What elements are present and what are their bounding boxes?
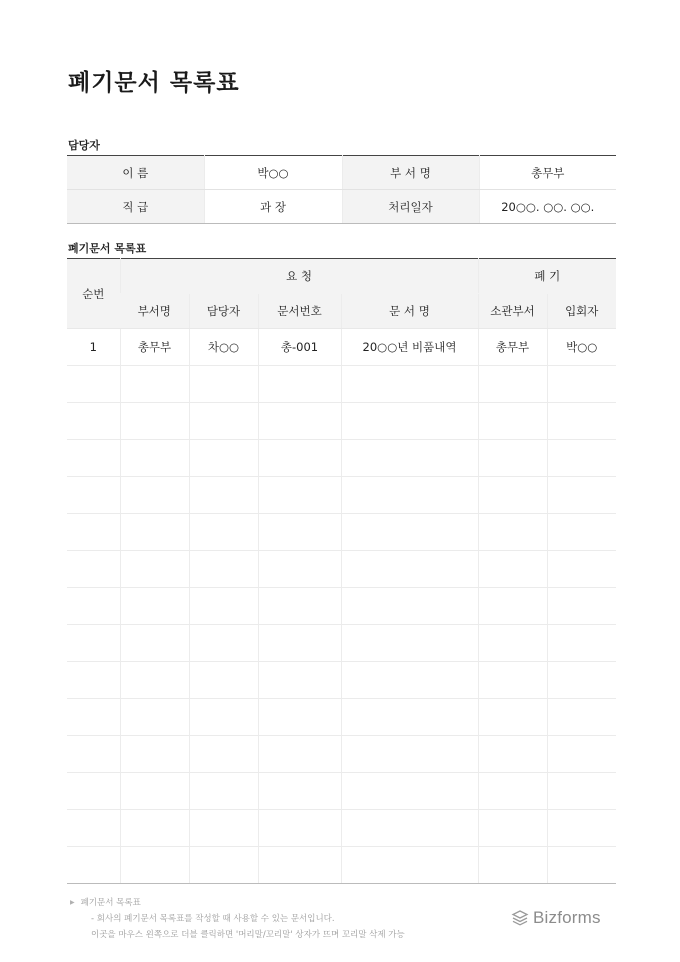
table-cell[interactable]	[189, 662, 258, 699]
table-cell[interactable]	[120, 514, 189, 551]
table-cell[interactable]	[67, 773, 120, 810]
table-cell[interactable]	[547, 440, 616, 477]
table-cell[interactable]	[547, 810, 616, 847]
table-cell[interactable]	[120, 699, 189, 736]
table-cell[interactable]	[258, 477, 341, 514]
table-cell[interactable]	[478, 662, 547, 699]
table-cell[interactable]: 20○○년 비품내역	[341, 329, 478, 366]
table-cell[interactable]	[478, 551, 547, 588]
table-cell[interactable]	[478, 514, 547, 551]
table-cell[interactable]	[258, 440, 341, 477]
field-value[interactable]: 박○○	[204, 156, 342, 190]
table-row	[67, 773, 616, 810]
table-cell[interactable]: 박○○	[547, 329, 616, 366]
field-label: 부 서 명	[342, 156, 479, 190]
table-cell[interactable]	[478, 625, 547, 662]
table-cell[interactable]	[67, 551, 120, 588]
field-value[interactable]: 과 장	[204, 190, 342, 224]
footer-note[interactable]	[70, 895, 405, 943]
table-cell[interactable]	[189, 477, 258, 514]
field-label: 직 급	[67, 190, 204, 224]
table-cell[interactable]	[341, 810, 478, 847]
table-cell[interactable]	[120, 403, 189, 440]
layers-icon	[511, 909, 529, 927]
header-request: 요 청	[120, 259, 478, 294]
table-cell[interactable]	[547, 403, 616, 440]
table-cell[interactable]	[258, 551, 341, 588]
table-cell[interactable]	[258, 514, 341, 551]
header-row-group	[67, 259, 616, 294]
table-cell[interactable]	[258, 403, 341, 440]
table-cell[interactable]	[258, 736, 341, 773]
table-cell[interactable]	[341, 440, 478, 477]
table-cell[interactable]	[341, 847, 478, 884]
table-cell[interactable]	[258, 588, 341, 625]
table-cell[interactable]	[120, 366, 189, 403]
table-cell[interactable]	[547, 625, 616, 662]
field-value[interactable]: 총무부	[479, 156, 616, 190]
table-cell[interactable]	[67, 847, 120, 884]
header-seq: 순번	[67, 259, 120, 329]
table-cell[interactable]	[120, 847, 189, 884]
table-cell[interactable]	[189, 403, 258, 440]
manager-section-label: 담당자	[68, 139, 100, 152]
table-cell[interactable]	[189, 514, 258, 551]
table-row	[67, 477, 616, 514]
manager-row	[67, 190, 616, 224]
table-cell[interactable]	[67, 440, 120, 477]
list-section-label: 폐기문서 목록표	[68, 242, 147, 255]
table-cell[interactable]	[189, 440, 258, 477]
table-cell[interactable]	[547, 736, 616, 773]
table-cell[interactable]	[67, 514, 120, 551]
table-cell[interactable]	[120, 477, 189, 514]
table-cell[interactable]	[189, 773, 258, 810]
table-cell[interactable]	[478, 440, 547, 477]
table-row	[67, 810, 616, 847]
table-cell[interactable]	[189, 366, 258, 403]
table-cell[interactable]	[67, 662, 120, 699]
table-row	[67, 662, 616, 699]
triangle-bullet-icon: ▶	[70, 899, 75, 906]
table-row	[67, 440, 616, 477]
table-row	[67, 551, 616, 588]
field-label: 처리일자	[342, 190, 479, 224]
table-row	[67, 847, 616, 884]
table-row	[67, 736, 616, 773]
header-witness: 입회자	[547, 294, 616, 329]
table-cell[interactable]	[478, 736, 547, 773]
table-cell[interactable]	[478, 847, 547, 884]
table-cell[interactable]	[341, 551, 478, 588]
table-cell[interactable]	[120, 551, 189, 588]
table-cell[interactable]	[341, 366, 478, 403]
header-dept: 부서명	[120, 294, 189, 329]
table-cell[interactable]	[547, 847, 616, 884]
table-cell[interactable]	[189, 847, 258, 884]
footer-desc: - 회사의 폐기문서 목록표를 작성할 때 사용할 수 있는 문서입니다.	[91, 914, 335, 924]
table-cell[interactable]	[341, 588, 478, 625]
table-cell[interactable]	[478, 588, 547, 625]
table-cell[interactable]	[120, 662, 189, 699]
table-cell[interactable]	[67, 477, 120, 514]
table-row	[67, 366, 616, 403]
table-cell[interactable]	[341, 625, 478, 662]
table-cell[interactable]	[341, 736, 478, 773]
table-cell[interactable]	[341, 662, 478, 699]
table-cell[interactable]	[478, 366, 547, 403]
table-row	[67, 625, 616, 662]
table-cell[interactable]	[478, 699, 547, 736]
table-cell[interactable]: 총무부	[478, 329, 547, 366]
table-cell[interactable]	[67, 736, 120, 773]
table-cell[interactable]	[67, 366, 120, 403]
table-cell[interactable]	[547, 588, 616, 625]
table-cell[interactable]: 총무부	[120, 329, 189, 366]
table-cell[interactable]	[120, 810, 189, 847]
table-cell[interactable]	[67, 588, 120, 625]
header-row-columns	[67, 294, 616, 329]
bizforms-logo	[511, 908, 601, 928]
table-cell[interactable]	[120, 736, 189, 773]
table-cell[interactable]	[478, 403, 547, 440]
table-cell[interactable]	[547, 699, 616, 736]
table-row	[67, 403, 616, 440]
table-cell[interactable]	[547, 514, 616, 551]
table-cell[interactable]	[547, 366, 616, 403]
table-cell[interactable]: 1	[67, 329, 120, 366]
table-row	[67, 588, 616, 625]
table-cell[interactable]	[258, 699, 341, 736]
table-cell[interactable]	[341, 403, 478, 440]
table-cell[interactable]	[189, 736, 258, 773]
disposal-list-table	[67, 258, 616, 884]
table-cell[interactable]	[258, 366, 341, 403]
table-cell[interactable]	[189, 810, 258, 847]
table-cell[interactable]: 총-001	[258, 329, 341, 366]
table-cell[interactable]	[67, 699, 120, 736]
table-cell[interactable]	[341, 477, 478, 514]
table-cell[interactable]	[258, 847, 341, 884]
table-cell[interactable]	[478, 477, 547, 514]
brand-name: Bizforms	[533, 908, 601, 927]
field-label: 이 름	[67, 156, 204, 190]
table-cell[interactable]	[120, 440, 189, 477]
table-cell[interactable]	[547, 662, 616, 699]
table-cell[interactable]	[547, 477, 616, 514]
manager-table	[67, 155, 616, 224]
header-doc-name: 문 서 명	[341, 294, 478, 329]
table-cell[interactable]	[258, 773, 341, 810]
header-disposal: 폐 기	[478, 259, 616, 294]
table-row	[67, 329, 616, 366]
table-cell[interactable]	[120, 773, 189, 810]
table-cell[interactable]	[341, 773, 478, 810]
table-cell[interactable]	[341, 699, 478, 736]
table-cell[interactable]	[341, 514, 478, 551]
footer-title: 폐기문서 목록표	[80, 898, 141, 908]
footer-hint: 이곳을 마우스 왼쪽으로 더블 클릭하면 '머리말/꼬리말' 상자가 뜨며 꼬리말 삭제 가능	[91, 930, 405, 940]
table-row	[67, 514, 616, 551]
header-doc-no: 문서번호	[258, 294, 341, 329]
table-cell[interactable]	[478, 810, 547, 847]
table-cell[interactable]	[67, 625, 120, 662]
table-cell[interactable]	[258, 662, 341, 699]
table-cell[interactable]: 차○○	[189, 329, 258, 366]
table-cell[interactable]	[120, 588, 189, 625]
table-cell[interactable]	[258, 625, 341, 662]
table-row	[67, 699, 616, 736]
table-cell[interactable]	[258, 810, 341, 847]
page-title: 폐기문서 목록표	[68, 70, 240, 96]
table-cell[interactable]	[189, 588, 258, 625]
table-cell[interactable]	[120, 625, 189, 662]
manager-row	[67, 156, 616, 190]
table-cell[interactable]	[67, 403, 120, 440]
table-cell[interactable]	[478, 773, 547, 810]
table-cell[interactable]	[547, 773, 616, 810]
header-manager: 담당자	[189, 294, 258, 329]
table-cell[interactable]	[189, 551, 258, 588]
table-cell[interactable]	[547, 551, 616, 588]
field-value[interactable]: 20○○. ○○. ○○.	[479, 190, 616, 224]
table-cell[interactable]	[189, 699, 258, 736]
table-cell[interactable]	[67, 810, 120, 847]
header-owner-dept: 소관부서	[478, 294, 547, 329]
table-cell[interactable]	[189, 625, 258, 662]
